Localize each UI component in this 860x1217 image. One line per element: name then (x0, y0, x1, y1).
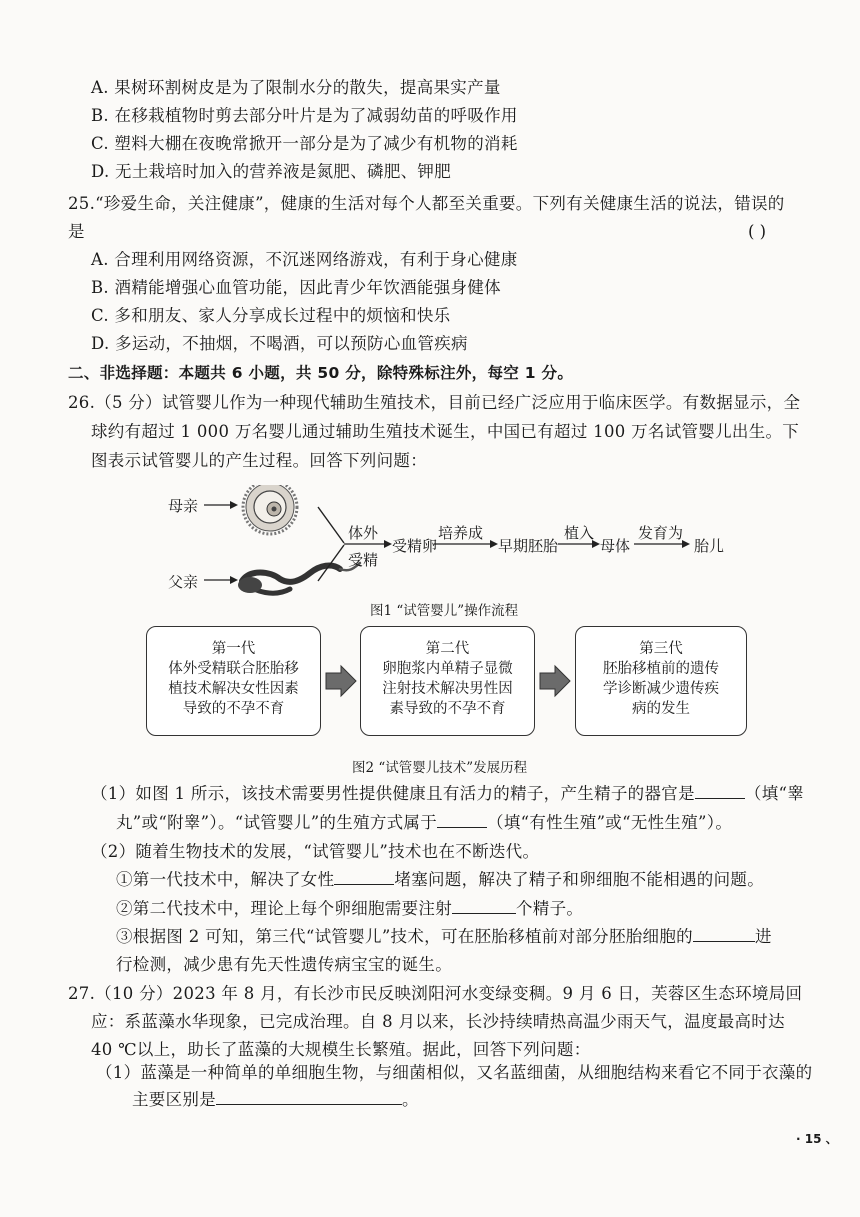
label-fertilized-egg: 受精卵 (392, 537, 438, 555)
q26-sub1-text: （填“睾 (744, 784, 805, 803)
q27-sub1-text: 。 (402, 1090, 419, 1109)
q27-sub1-text: 主要区别是 (132, 1090, 216, 1109)
q27-sub1-line1: （1）蓝藻是一种简单的单细胞生物，与细菌相似，又名蓝细菌，从细胞结构来看它不同于衣藻的 (96, 1063, 813, 1082)
q26-stem-line1: 26.（5 分）试管婴儿作为一种现代辅助生殖技术，目前已经广泛应用于临床医学。有数据显示，全 (68, 393, 801, 412)
egg-cell-icon (243, 485, 297, 534)
q26-sub1-text: （填“有性生殖”或“无性生殖”）。 (487, 813, 733, 832)
q26-sub1-line1 (91, 784, 804, 804)
q25-stem-line2: 是 (68, 222, 85, 241)
label-maternal-body: 母体 (600, 537, 631, 555)
q26-sub2-text: ③根据图 2 可知，第三代“试管婴儿”技术，可在胚胎移植前对部分胚胎细胞的 (116, 927, 693, 946)
q26-sub2-3-line2: 行检测，减少患有先天性遗传病宝宝的诞生。 (116, 955, 452, 974)
generation-2-title: 第二代 (425, 641, 470, 657)
generation-3-line: 胚胎移植前的遗传 (603, 661, 719, 677)
label-early-embryo: 早期胚胎 (498, 537, 559, 555)
generation-1-title: 第一代 (211, 641, 256, 657)
generation-2-box (360, 626, 535, 736)
right-arrow-icon (538, 664, 572, 698)
generation-2-line: 注射技术解决男性因 (382, 681, 513, 697)
generation-2-line: 素导致的不孕不育 (389, 701, 506, 717)
generation-1-box (146, 626, 321, 736)
generation-3-line: 病的发生 (632, 701, 690, 717)
generation-2-line: 卵胞浆内单精子显微 (382, 661, 513, 677)
q27-stem-line1: 27.（10 分）2023 年 8 月，有长沙市民反映浏阳河水变绿变稠。9 月 6 日，芙蓉区生态环境局回 (68, 984, 803, 1003)
q25-option-c: C. 多和朋友、家人分享成长过程中的烦恼和快乐 (91, 306, 451, 325)
q25-option-b: B. 酒精能增强心血管功能，因此青少年饮酒能强身健体 (91, 278, 501, 297)
q26-sub1-text: 丸”或“附睾”）。“试管婴儿”的生殖方式属于 (116, 813, 438, 832)
label-cultivate: 培养成 (438, 524, 484, 542)
generation-1-line: 植技术解决女性因素 (168, 681, 299, 697)
q26-sub2: （2）随着生物技术的发展，“试管婴儿”技术也在不断迭代。 (91, 842, 540, 861)
answer-blank[interactable] (334, 870, 394, 885)
right-arrow-icon (324, 664, 358, 698)
label-father: 父亲 (168, 573, 199, 591)
label-mother: 母亲 (168, 497, 199, 515)
q25-option-a: A. 合理利用网络资源，不沉迷网络游戏，有利于身心健康 (91, 250, 518, 269)
q24-option-c: C. 塑料大棚在夜晚常掀开一部分是为了减少有机物的消耗 (91, 134, 518, 153)
q27-sub1-line2 (132, 1090, 419, 1110)
generation-3-title: 第三代 (639, 641, 683, 657)
section2-heading: 二、非选择题：本题共 6 小题，共 50 分，除特殊标注外，每空 1 分。 (68, 364, 574, 382)
answer-blank[interactable] (452, 899, 516, 914)
q26-sub2-3 (116, 927, 772, 947)
q26-stem-line2: 球约有超过 1 000 万名婴儿通过辅助生殖技术诞生，中国已有超过 100 万名试管婴儿出生。下 (91, 422, 800, 441)
generation-3-box (575, 626, 747, 736)
page-number: · 15 、 (796, 1132, 838, 1146)
sperm-cell-icon (238, 563, 360, 593)
q27-stem-line2: 应：系蓝藻水华现象，已完成治理。自 8 月以来，长沙持续晴热高温少雨天气，温度最高时达 (91, 1012, 785, 1031)
q27-stem-line3: 40 ℃以上，助长了蓝藻的大规模生长繁殖。据此，回答下列问题： (91, 1040, 591, 1059)
figure-2-caption: 图2 “试管婴儿技术”发展历程 (352, 760, 528, 776)
q26-sub1-text: （1）如图 1 所示，该技术需要男性提供健康且有活力的精子，产生精子的器官是 (91, 784, 695, 803)
answer-blank[interactable] (437, 813, 487, 828)
q26-sub2-text: ②第二代技术中，理论上每个卵细胞需要注射 (116, 899, 452, 918)
q26-sub2-text: ①第一代技术中，解决了女性 (116, 870, 335, 889)
label-ivf-top: 体外 (348, 524, 379, 542)
q26-sub1-line2 (116, 813, 732, 833)
q25-answer-paren: ( ) (748, 222, 767, 241)
figure-1-ivf-flow (160, 485, 725, 610)
q24-option-b: B. 在移栽植物时剪去部分叶片是为了减弱幼苗的呼吸作用 (91, 106, 518, 125)
generation-3-line: 学诊断减少遗传疾 (603, 681, 719, 697)
generation-1-line: 体外受精联合胚胎移 (168, 661, 299, 677)
label-fetus: 胎儿 (694, 537, 725, 555)
figure-1-caption: 图1 “试管婴儿”操作流程 (370, 603, 519, 619)
answer-blank[interactable] (216, 1090, 402, 1105)
q24-option-a: A. 果树环割树皮是为了限制水分的散失，提高果实产量 (91, 78, 501, 97)
generation-1-line: 导致的不孕不育 (182, 701, 285, 717)
answer-blank[interactable] (695, 784, 745, 799)
answer-blank[interactable] (693, 927, 755, 942)
q26-sub2-text: 进 (754, 927, 772, 946)
q25-stem-line1: 25.“珍爱生命，关注健康”，健康的生活对每个人都至关重要。下列有关健康生活的说法，错误的 (68, 194, 785, 213)
q26-stem-line3: 图表示试管婴儿的产生过程。回答下列问题： (91, 451, 427, 470)
q26-sub2-2 (116, 899, 583, 919)
q26-sub2-text: 个精子。 (516, 899, 584, 918)
label-develop: 发育为 (638, 524, 684, 542)
label-ivf-bottom: 受精 (348, 551, 379, 569)
label-implant: 植入 (564, 524, 595, 542)
q24-option-d: D. 无土栽培时加入的营养液是氮肥、磷肥、钾肥 (91, 162, 452, 181)
q26-sub2-1 (116, 870, 764, 890)
q26-sub2-text: 堵塞问题，解决了精子和卵细胞不能相遇的问题。 (394, 870, 765, 889)
figure-1-graphics (160, 485, 720, 610)
q25-option-d: D. 多运动，不抽烟，不喝酒，可以预防心血管疾病 (91, 334, 468, 353)
